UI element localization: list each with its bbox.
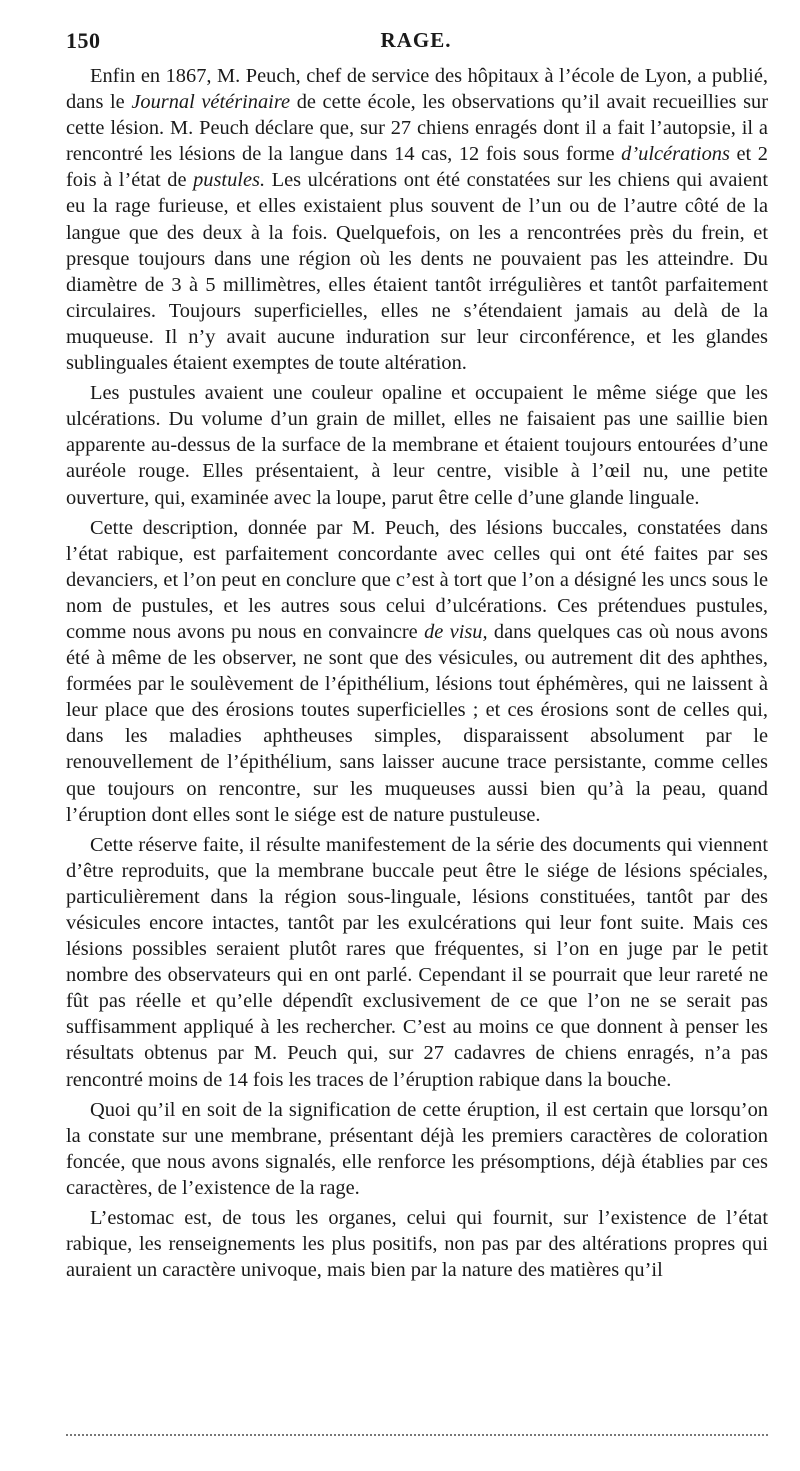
text-run: L’estomac est, de tous les organes, celui qui fournit, sur l’existence de l’état rabique, les renseignements les plus positifs, non pas par des altérations propres qui auraient un caractère univoque, mais bien par la nature des matières qu’il bbox=[66, 1207, 768, 1282]
text-run: Les pustules avaient une couleur opaline et occupaient le même siége que les ulcérations. Du volume d’un grain de millet, elles ne faisaient pas une saillie bien apparente au-dessus de la surface de la membrane et étaient toujours entourées d’une auréole rouge. Elles présentaient, à leur centre, visible à l’œil nu, une petite ouverture, qui, examinée avec la loupe, parut être celle d’une glande linguale. bbox=[66, 382, 768, 509]
text-run: dans quelques cas où nous avons été à même de les observer, ne sont que des vésicules, ou autrement dit des aphthes, formées par le soulèvement de l’épithélium, lésions tout éphémères, qui ne laissent à leur place que des érosions toutes superficielles ; et ces érosions sont de celles qui, dans les maladies aphtheuses simples, disparaissent absolument par le renouvellement de l’épithélium, sans laisser aucune trace persistante, comme celles que toujours on rencontre, sur les muqueuses aussi bien qu’à la peau, quand l’éruption dont elles sont le siége est de nature pustuleuse. bbox=[66, 620, 768, 826]
italic-text: de visu, bbox=[424, 620, 488, 643]
text-run: de cette école, les observations qu’il avait recueillies sur cette lésion. M. Peuch déclare que, sur 27 chiens enragés dont il a fait l’autopsie, il a rencontré les lésions de la langue dans 14 cas, 12 fois sous forme bbox=[66, 91, 768, 166]
paragraph bbox=[66, 1205, 768, 1283]
italic-text: pustules. bbox=[193, 169, 266, 192]
paragraph bbox=[66, 515, 768, 828]
italic-text: Journal vétérinaire bbox=[131, 91, 291, 114]
paragraph bbox=[66, 832, 768, 1093]
body-text bbox=[66, 63, 768, 1287]
running-title: RAGE. bbox=[380, 28, 452, 52]
text-run: Les ulcérations ont été constatées sur les chiens qui avaient eu la rage furieuse, et elles existaient plus souvent de l’un ou de l’autre côté de la langue que des deux à la fois. Quelquefois, on les a rencontrées près du frein, et presque toujours dans une région où les dents ne pouvaient pas les atteindre. Du diamètre de 3 à 5 millimètres, elles étaient tantôt irrégulières et tantôt parfaitement circulaires. Toujours superficielles, elles ne s’étendaient jamais au delà de la muqueuse. Il n’y avait aucune induration sur leur circonférence, et les glandes sublinguales étaient exemptes de toute altération. bbox=[66, 169, 768, 375]
text-run: Cette réserve faite, il résulte manifestement de la série des documents qui viennent d’être reproduits, que la membrane buccale peut être le siége de lésions spéciales, particulièrement dans la région sous-linguale, lésions constituées, tantôt par des vésicules encore intactes, tantôt par les exulcérations qui leur font suite. Mais ces lésions possibles seraient plutôt rares que fréquentes, si l’on en juge par le petit nombre des observateurs qui en ont parlé. Cependant il se pourrait que leur rareté ne fût pas réelle et qu’elle dépendît exclusivement de ce que l’on ne se serait pas suffisamment appliqué à les rechercher. C’est au moins ce que donnent à penser les résultats obtenus par M. Peuch qui, sur 27 cadavres de chiens enragés, n’a pas rencontré moins de 14 fois les traces de l’éruption rabique dans la bouche. bbox=[66, 833, 768, 1091]
paragraph bbox=[66, 63, 768, 376]
text-run: Cette description, donnée par M. Peuch, des lésions buccales, constatées dans l’état rabique, est parfaitement concordante avec celles qui ont été faites par ses devanciers, et l’on peut en conclure que c’est à tort que l’on a désigné les uncs sous le nom de pustules, et les autres sous celui d’ulcérations. Ces prétendues pustules, comme nous avons pu nous en convaincre bbox=[66, 516, 768, 643]
bottom-dotted-rule bbox=[66, 1434, 768, 1436]
italic-text: d’ulcérations bbox=[621, 143, 730, 166]
text-run: Quoi qu’il en soit de la signification de cette éruption, il est certain que lorsqu’on la constate sur une membrane, présentant déjà les premiers caractères de coloration foncée, que nous avons signalés, elle renforce les présomptions, déjà établies par ces caractères, de l’existence de la rage. bbox=[66, 1098, 768, 1199]
page-header bbox=[66, 28, 766, 58]
text-run: et 2 fois à l’état de bbox=[66, 143, 768, 192]
text-run: Enfin en 1867, M. Peuch, chef de service des hôpitaux à l’école de Lyon, a publié, dans le bbox=[66, 65, 768, 114]
paragraph bbox=[66, 380, 768, 510]
page-number: 150 bbox=[66, 28, 101, 53]
paragraph bbox=[66, 1097, 768, 1201]
